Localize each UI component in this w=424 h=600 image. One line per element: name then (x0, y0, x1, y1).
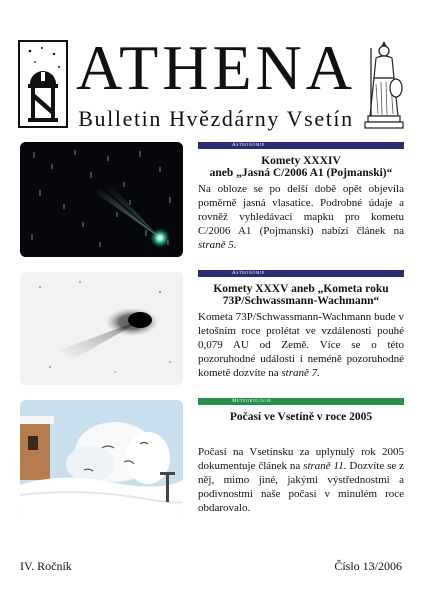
headline-line: Komety XXXV aneb „Kometa roku (213, 283, 389, 295)
headline-line: Počasí ve Vsetíně v roce 2005 (229, 411, 373, 423)
article-headline (198, 155, 404, 179)
article-body (198, 310, 404, 380)
article-body (198, 182, 404, 252)
category-label: Astronomie (232, 271, 265, 276)
headline-line: 73P/Schwassmann-Wachmann“ (222, 295, 380, 307)
headline-line: aneb „Jasná C/2006 A1 (Pojmanski)“ (209, 167, 393, 179)
category-bar (198, 270, 404, 277)
page-reference: straně 5. (198, 239, 237, 251)
article-text: Počasí na Vsetínsku za uplynulý rok 2005 dokumentuje článek na (198, 446, 404, 472)
issue-label: Číslo 13/2006 (334, 559, 402, 573)
article-comet-pojmanski (198, 142, 404, 252)
article-headline (198, 283, 404, 307)
article-headline (198, 411, 404, 423)
article-comet-73p (198, 270, 404, 380)
volume-label: IV. Ročník (20, 559, 72, 573)
category-label: Meteorologie (232, 399, 272, 404)
article-text: Na obloze se po delší době opět objevila poměrně jasná vlasatice. Podrobné údaje a rovněž vyhledávací mapku pro kometu C/2006 A1 (Pojmanski) nabízí článek na (198, 183, 404, 237)
masthead (70, 32, 362, 132)
page-reference: straně 11. (303, 460, 347, 472)
snowy-vsetin-photo (20, 400, 183, 515)
athena-statue-icon (362, 38, 406, 130)
category-bar (198, 142, 404, 149)
masthead-title: ATHENA (76, 32, 356, 103)
comet-pojmanski-photo (20, 142, 183, 257)
article-body (198, 445, 404, 515)
observatory-logo (18, 40, 68, 128)
category-label: Astronomie (232, 143, 265, 148)
article-text: Kometa 73P/Schwassmann-Wachmann bude v letošním roce prolétat ve vzdálenosti pouhé 0,079 AU od Země. Více se o této pozoruhodné události i neméně pozoruhodné kometě dozvíte na (198, 311, 404, 379)
page-reference: straně 7. (281, 367, 320, 379)
article-text: Dozvíte se z něj, mimo jiné, jakými výstřednostmi a podivnostmi naše počasí v minulém roce obdarovalo. (198, 460, 405, 514)
headline-line: Komety XXXIV (261, 155, 341, 167)
article-weather-2005 (198, 398, 404, 515)
masthead-subtitle: Bulletin Hvězdárny Vsetín (78, 106, 354, 131)
category-bar (198, 398, 404, 405)
comet-73p-photo (20, 272, 183, 385)
